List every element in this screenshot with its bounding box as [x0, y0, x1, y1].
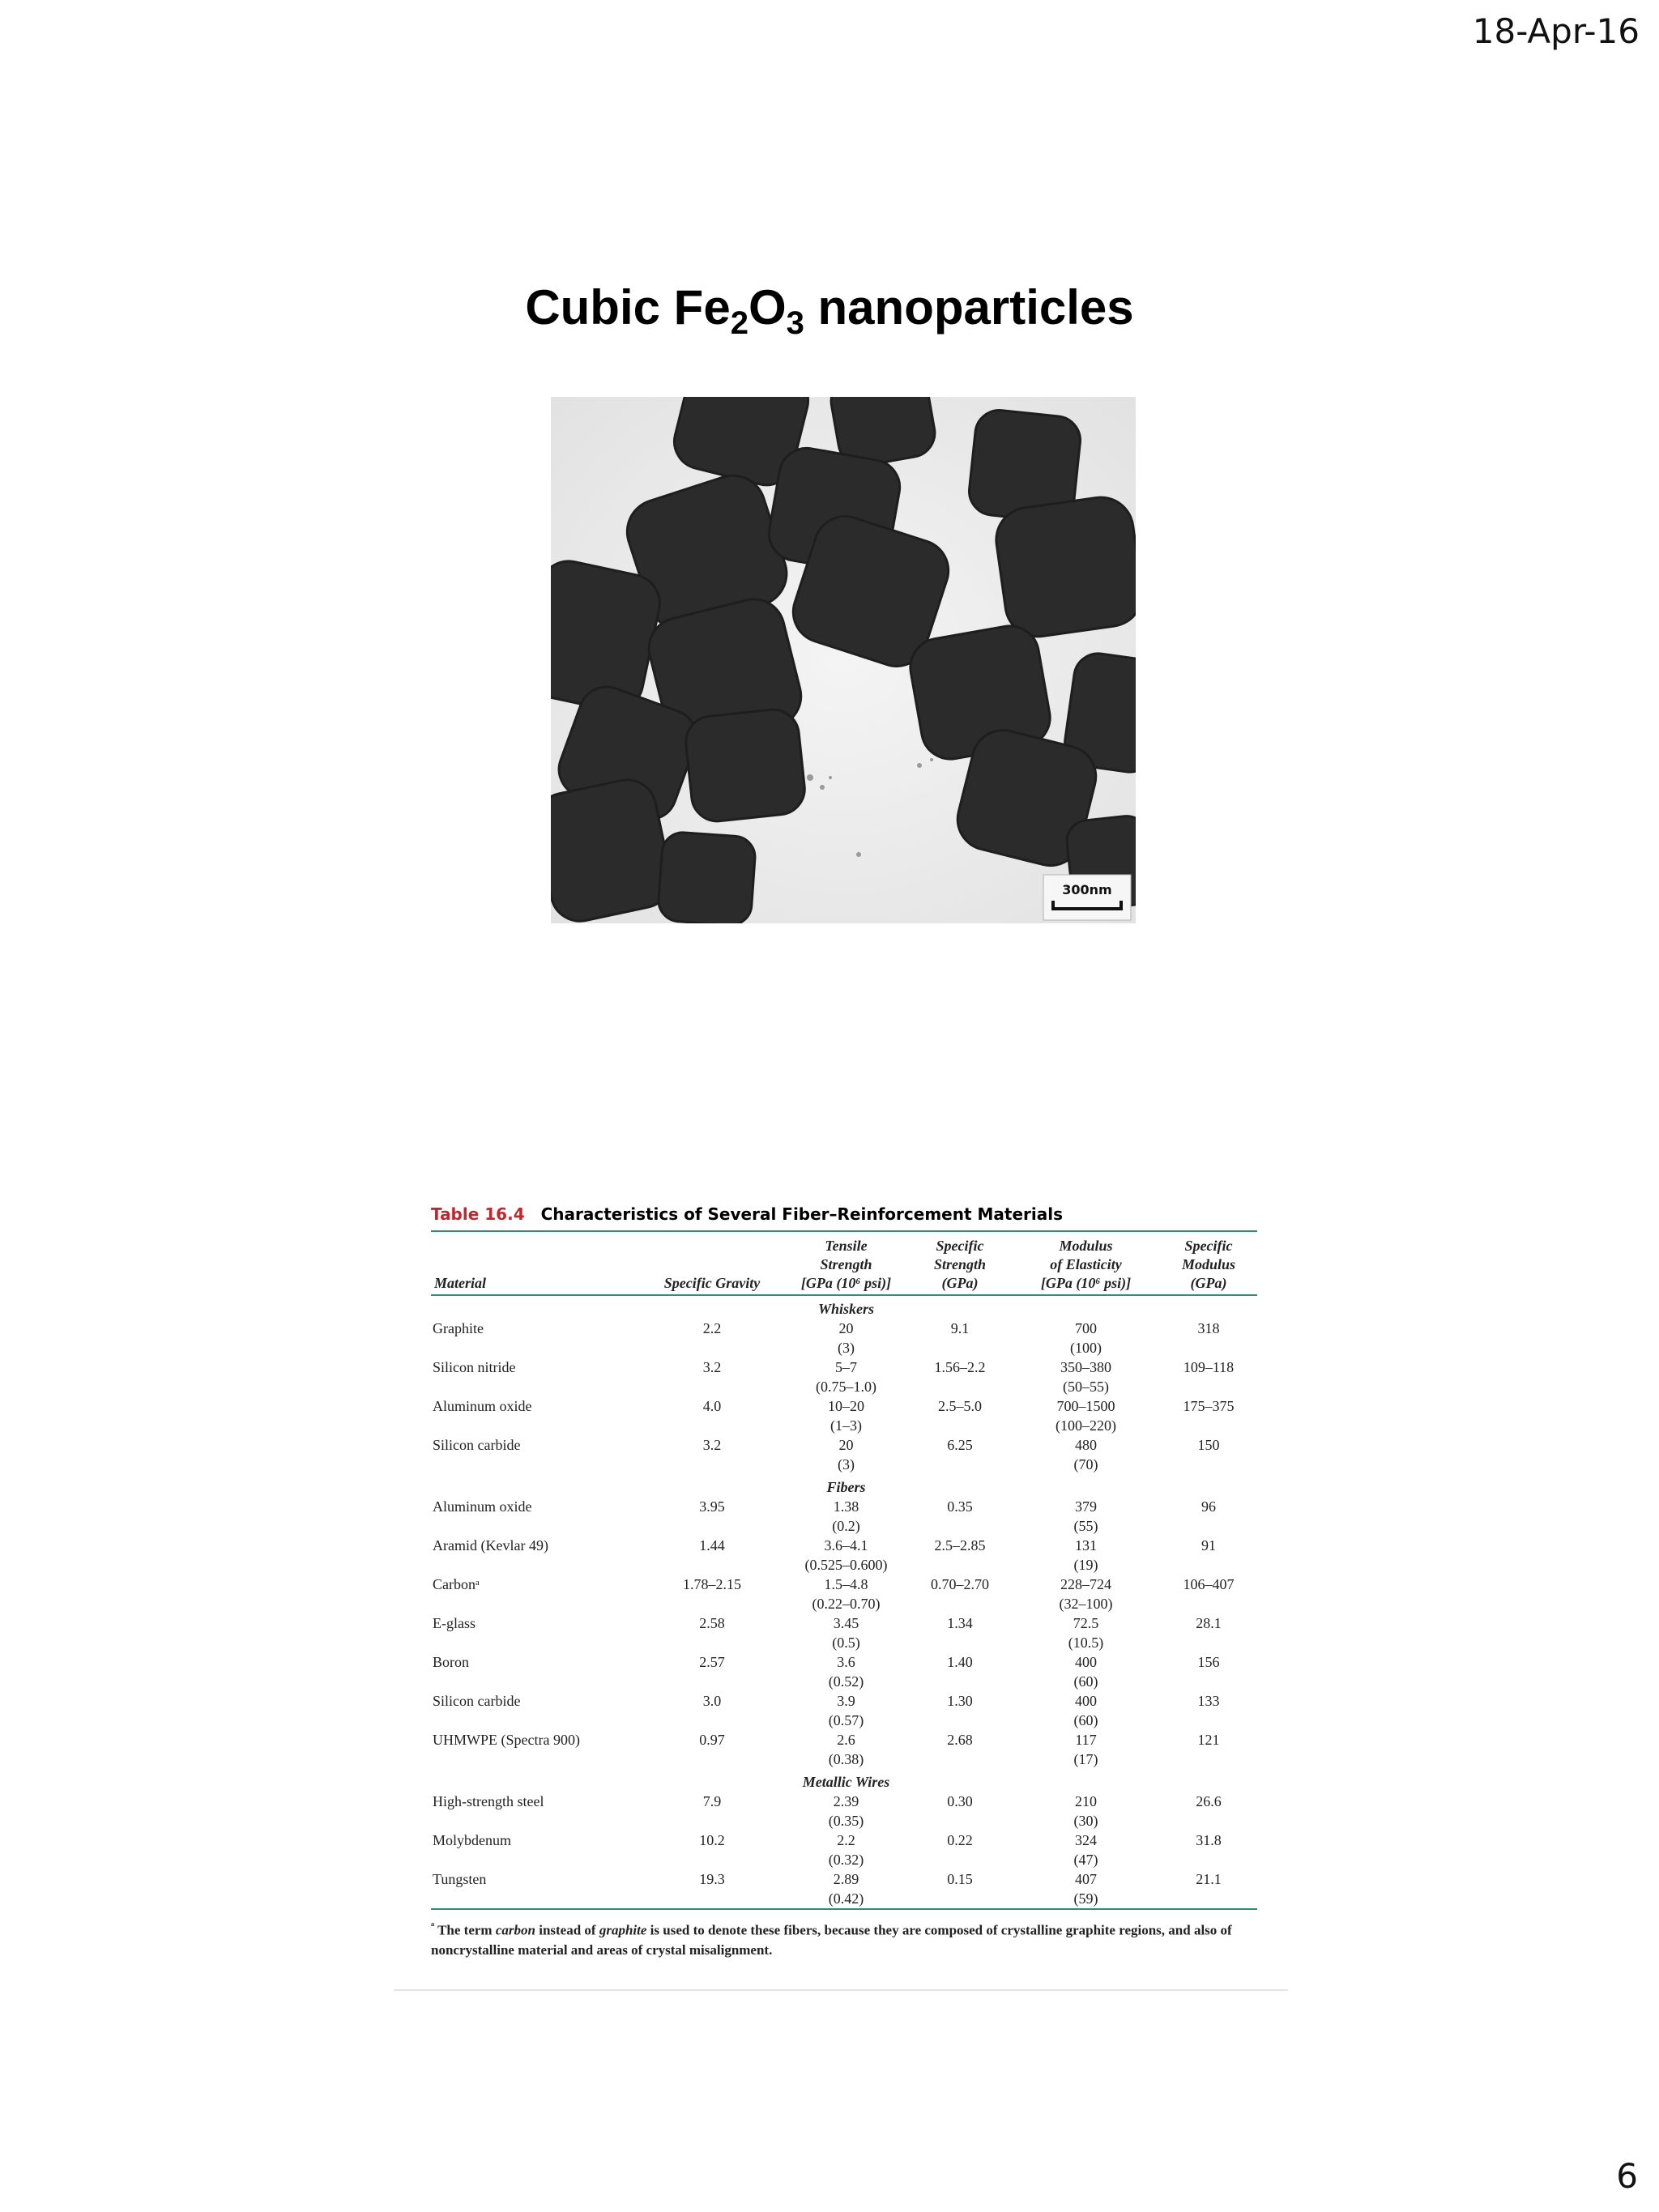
cell-gravity: 4.0	[702, 1398, 722, 1414]
divider	[394, 1989, 1288, 1991]
cell-material: Silicon nitride	[433, 1359, 516, 1375]
section-row-fibers	[431, 1474, 1257, 1497]
cell-modulus: 324 (47)	[1073, 1832, 1098, 1868]
cell-modulus: 72.5 (10.5)	[1068, 1615, 1104, 1651]
table-caption: Table 16.4 Characteristics of Several Fiber–Reinforcement Materials	[431, 1204, 1063, 1224]
header-modulus: Modulus of Elasticity [GPa (10⁶ psi)]	[1040, 1238, 1132, 1291]
cell-specific-modulus: 106–407	[1183, 1576, 1235, 1592]
nanoparticle	[992, 493, 1136, 641]
cell-material: Aramid (Kevlar 49)	[433, 1537, 548, 1554]
cell-material: Silicon carbide	[433, 1437, 521, 1453]
cell-modulus: 400 (60)	[1073, 1654, 1098, 1690]
cell-specific-modulus: 91	[1201, 1537, 1216, 1554]
cell-specific-modulus: 156	[1197, 1654, 1220, 1670]
cell-material: Boron	[433, 1654, 469, 1670]
cell-specific-strength: 2.5–5.0	[938, 1398, 982, 1414]
cell-modulus: 700 (100)	[1070, 1320, 1102, 1356]
cell-material: High-strength steel	[433, 1793, 544, 1809]
cell-modulus: 131 (19)	[1073, 1537, 1098, 1573]
cell-specific-strength: 2.5–2.85	[934, 1537, 986, 1554]
cell-specific-modulus: 121	[1197, 1732, 1220, 1748]
cell-specific-strength: 0.15	[947, 1871, 973, 1887]
cell-modulus: 407 (59)	[1073, 1871, 1098, 1907]
cell-gravity: 3.0	[702, 1693, 722, 1709]
cell-specific-modulus: 150	[1197, 1437, 1220, 1453]
table-row	[431, 1869, 1257, 1909]
nanoparticle	[684, 707, 808, 824]
table-row	[431, 1319, 1257, 1357]
table-row	[431, 1730, 1257, 1769]
cell-specific-strength: 2.68	[947, 1732, 973, 1748]
cell-material: Silicon carbide	[433, 1693, 521, 1709]
cell-tensile: 1.38 (0.2)	[832, 1498, 860, 1534]
table-row	[431, 1691, 1257, 1730]
cell-specific-modulus: 26.6	[1196, 1793, 1222, 1809]
cell-modulus: 379 (55)	[1073, 1498, 1098, 1534]
cell-modulus: 350–380 (50–55)	[1060, 1359, 1111, 1395]
cell-material: UHMWPE (Spectra 900)	[433, 1732, 580, 1748]
cell-material: Carbonᵃ	[433, 1576, 480, 1592]
cell-specific-strength: 9.1	[950, 1320, 970, 1336]
cell-gravity: 1.44	[699, 1537, 725, 1554]
cell-specific-modulus: 109–118	[1183, 1359, 1235, 1375]
cell-gravity: 3.2	[702, 1437, 722, 1453]
cell-material: Graphite	[433, 1320, 484, 1336]
table-footnote: $^ᵃ$ The term carbon instead of graphite is used to denote these fibers, because they are composed of crystalline graphite regions, and also of noncrystalline material and areas of crystal misalignment.	[431, 1920, 1232, 1958]
table-row	[431, 1497, 1257, 1536]
cell-specific-strength: 0.22	[947, 1832, 973, 1848]
cell-gravity: 0.97	[699, 1732, 725, 1748]
slide-title: Cubic $Fe_2O_3$ nanoparticles	[525, 280, 1134, 341]
header-specific-strength: Specific Strength (GPa)	[933, 1238, 987, 1291]
cell-material: Aluminum oxide	[433, 1398, 532, 1414]
fiber-table	[431, 1204, 1257, 1960]
slide-date: 18-Apr-16	[1472, 11, 1640, 51]
table-row	[431, 1435, 1257, 1474]
table-row	[431, 1792, 1257, 1831]
table-row	[431, 1831, 1257, 1869]
section-label: Metallic Wires	[802, 1774, 890, 1790]
cell-gravity: 2.58	[699, 1615, 725, 1631]
cell-modulus: 700–1500 (100–220)	[1056, 1398, 1116, 1434]
cell-specific-strength: 1.34	[947, 1615, 973, 1631]
cell-material: Tungsten	[433, 1871, 487, 1887]
cell-tensile: 5–7 (0.75–1.0)	[816, 1359, 876, 1395]
cell-gravity: 10.2	[699, 1832, 725, 1848]
table-row	[431, 1575, 1257, 1613]
header-material: Material	[434, 1275, 487, 1291]
section-row-whiskers	[431, 1295, 1257, 1319]
cell-modulus: 400 (60)	[1073, 1693, 1098, 1728]
section-label: Fibers	[826, 1479, 866, 1495]
tem-micrograph	[551, 397, 1136, 923]
nanoparticle	[657, 831, 756, 923]
cell-specific-strength: 6.25	[947, 1437, 973, 1453]
cell-tensile: 2.2 (0.32)	[828, 1832, 864, 1868]
table-header-row	[431, 1231, 1257, 1295]
header-gravity: Specific Gravity	[663, 1275, 761, 1291]
cell-material: E-glass	[433, 1615, 476, 1631]
cell-gravity: 1.78–2.15	[683, 1576, 741, 1592]
header-specific-modulus: Specific Modulus (GPa)	[1181, 1238, 1236, 1291]
cell-specific-modulus: 175–375	[1183, 1398, 1235, 1414]
cell-specific-strength: 0.35	[947, 1498, 973, 1515]
cell-material: Aluminum oxide	[433, 1498, 532, 1515]
cell-gravity: 3.95	[699, 1498, 725, 1515]
table-row	[431, 1536, 1257, 1575]
table-row	[431, 1652, 1257, 1691]
cell-modulus: 117 (17)	[1073, 1732, 1098, 1767]
cell-tensile: 3.6–4.1 (0.525–0.600)	[804, 1537, 888, 1573]
cell-specific-strength: 1.30	[947, 1693, 973, 1709]
cell-specific-modulus: 318	[1197, 1320, 1220, 1336]
cell-material: Molybdenum	[433, 1832, 511, 1848]
cell-gravity: 2.2	[702, 1320, 722, 1336]
cell-tensile: 3.45 (0.5)	[832, 1615, 860, 1651]
cell-modulus: 210 (30)	[1073, 1793, 1098, 1829]
page-number: 6	[1616, 2156, 1638, 2196]
cell-specific-strength: 1.40	[947, 1654, 973, 1670]
cell-tensile: 3.6 (0.52)	[828, 1654, 864, 1690]
cell-tensile: 20 (3)	[838, 1437, 855, 1473]
cell-specific-strength: 1.56–2.2	[934, 1359, 986, 1375]
scale-bar-label: 300nm	[1062, 882, 1112, 897]
cell-specific-modulus: 28.1	[1196, 1615, 1222, 1631]
cell-modulus: 228–724 (32–100)	[1059, 1576, 1113, 1612]
cell-specific-modulus: 31.8	[1196, 1832, 1222, 1848]
table-row	[431, 1613, 1257, 1652]
cell-tensile: 2.89 (0.42)	[828, 1871, 864, 1907]
cell-specific-modulus: 133	[1197, 1693, 1220, 1709]
cell-tensile: 2.6 (0.38)	[828, 1732, 864, 1767]
header-tensile: Tensile Strength [GPa (10⁶ psi)]	[800, 1238, 892, 1291]
cell-specific-strength: 0.70–2.70	[931, 1576, 989, 1592]
section-row-wires	[431, 1769, 1257, 1792]
section-label: Whiskers	[817, 1301, 875, 1317]
cell-tensile: 2.39 (0.35)	[828, 1793, 864, 1829]
table-row	[431, 1357, 1257, 1396]
cell-specific-modulus: 96	[1201, 1498, 1216, 1515]
cell-gravity: 19.3	[699, 1871, 725, 1887]
cell-gravity: 7.9	[702, 1793, 722, 1809]
cell-specific-modulus: 21.1	[1196, 1871, 1222, 1887]
cell-specific-strength: 0.30	[947, 1793, 973, 1809]
cell-modulus: 480 (70)	[1073, 1437, 1098, 1473]
cell-tensile: 20 (3)	[838, 1320, 855, 1356]
cell-tensile: 1.5–4.8 (0.22–0.70)	[812, 1576, 881, 1612]
characteristics-table	[431, 1230, 1257, 1910]
cell-tensile: 3.9 (0.57)	[828, 1693, 864, 1728]
table-row	[431, 1396, 1257, 1435]
cell-gravity: 2.57	[699, 1654, 725, 1670]
cell-gravity: 3.2	[702, 1359, 722, 1375]
cell-tensile: 10–20 (1–3)	[828, 1398, 864, 1434]
